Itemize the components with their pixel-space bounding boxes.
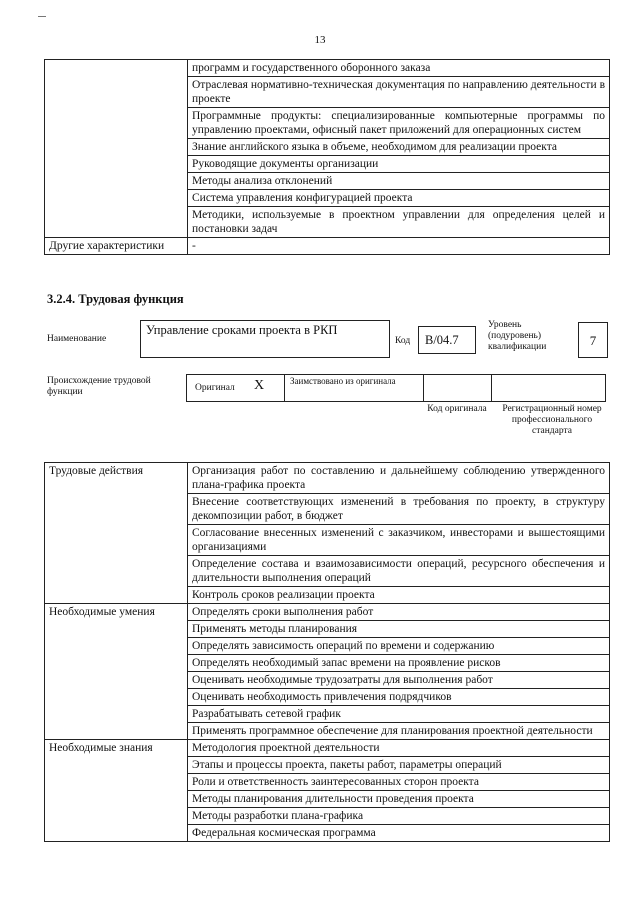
row-label: Необходимые умения [45,604,188,740]
table-row [45,740,610,757]
table-row [45,60,610,77]
continued-characteristics-table [44,59,610,255]
table-row [45,238,610,255]
row-item: программ и государственного оборонного заказа [188,60,610,77]
origin-divider-2 [423,374,424,402]
row-item: Руководящие документы организации [188,156,610,173]
reg-number-label: Регистрационный номер профессионального стандарта [502,404,602,436]
function-name-field: Управление сроками проекта в РКП [140,320,390,358]
row-item: Разрабатывать сетевой график [188,706,610,723]
code-field: B/04.7 [418,326,476,354]
row-item: Контроль сроков реализации проекта [188,587,610,604]
origin-divider-3 [491,374,492,402]
row-item: Определять сроки выполнения работ [188,604,610,621]
row-item: Определять необходимый запас времени на проявление рисков [188,655,610,672]
level-label: Уровень (подуровень) квалификации [488,320,547,352]
table-row [45,463,610,494]
code-label: Код [395,336,411,346]
code-original-label: Код оригинала [427,404,487,414]
row-item: Оценивать необходимые трудозатраты для выполнения работ [188,672,610,689]
origin-label: Происхождение трудовой функции [47,376,151,397]
row-item: Методология проектной деятельности [188,740,610,757]
row-item: Знание английского языка в объеме, необходимом для реализации проекта [188,139,610,156]
row-item: Внесение соответствующих изменений в требования по проекту, в структуру декомпозиции работ, в бюджет [188,494,610,525]
row-item: Методики, используемые в проектном управлении для определения целей и постановки задач [188,207,610,238]
row-item: Методы планирования длительности проведения проекта [188,791,610,808]
table-row [45,604,610,621]
original-label: Оригинал [195,383,235,393]
corner-mark [38,16,46,17]
origin-divider-1 [284,374,285,402]
row-item: Организация работ по составлению и дальнейшему соблюдению утвержденного плана-графика проекта [188,463,610,494]
row-label [45,60,188,238]
row-label: Необходимые знания [45,740,188,842]
row-item: Применять методы планирования [188,621,610,638]
row-item: Оценивать необходимость привлечения подрядчиков [188,689,610,706]
row-item: Определение состава и взаимозависимости операций, ресурсного обеспечения и длительности выполнения операций [188,556,610,587]
level-field: 7 [578,322,608,358]
page-number: 13 [314,34,326,46]
row-item: Согласование внесенных изменений с заказчиком, инвесторами и вышестоящими организациями [188,525,610,556]
original-mark: X [254,378,265,393]
row-item: Отраслевая нормативно-техническая документация по направлению деятельности в проекте [188,77,610,108]
name-label: Наименование [47,334,107,344]
row-item: Программные продукты: специализированные компьютерные программы по управлению проектами, офисный пакет приложений для операционных систем [188,108,610,139]
row-item: Этапы и процессы проекта, пакеты работ, параметры операций [188,757,610,774]
row-label: Трудовые действия [45,463,188,604]
row-label: Другие характеристики [45,238,188,255]
row-item: Методы разработки плана-графика [188,808,610,825]
row-item: - [188,238,610,255]
row-item: Определять зависимость операций по времени и содержанию [188,638,610,655]
section-title: 3.2.4. Трудовая функция [47,292,184,306]
row-item: Система управления конфигурацией проекта [188,190,610,207]
row-item: Роли и ответственность заинтересованных сторон проекта [188,774,610,791]
row-item: Применять программное обеспечение для планирования проектной деятельности [188,723,610,740]
row-item: Федеральная космическая программа [188,825,610,842]
borrowed-label: Заимствовано из оригинала [290,376,396,386]
labor-function-table [44,462,610,842]
row-item: Методы анализа отклонений [188,173,610,190]
